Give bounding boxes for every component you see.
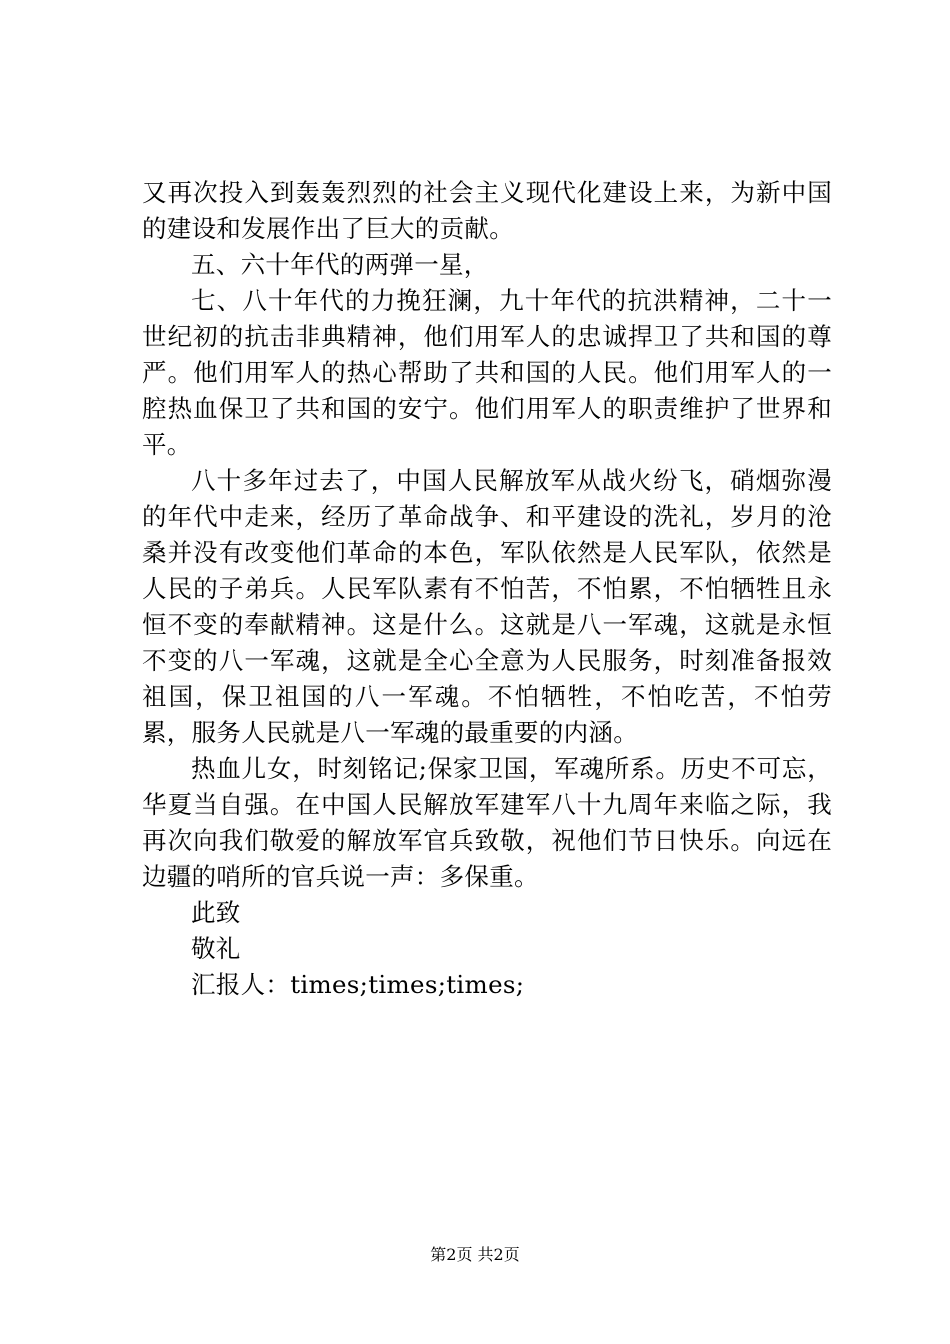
paragraph-eighty-years: 八十多年过去了，中国人民解放军从战火纷飞，硝烟弥漫的年代中走来，经历了革命战争、和平建设的洗礼，岁月的沧桑并没有改变他们革命的本色，军队依然是人民军队，依然是人民的子弟兵。人民军队素有不怕苦，不怕累，不怕牺牲且永恒不变的奉献精神。这是什么。这就是八一军魂，这就是永恒不变的八一军魂，这就是全心全意为人民服务，时刻准备报效祖国，保卫祖国的八一军魂。不怕牺牲，不怕吃苦，不怕劳累，服务人民就是八一军魂的最重要的内涵。 xyxy=(142,466,832,747)
page-number-footer: 第2页 共2页 xyxy=(430,1245,520,1264)
reporter-line: 汇报人：times;times;times; xyxy=(191,970,525,999)
salutation-jingli: 敬礼 xyxy=(191,934,241,963)
document-body xyxy=(142,175,832,1003)
paragraph-eighties-nineties: 七、八十年代的力挽狂澜，九十年代的抗洪精神，二十一世纪初的抗击非典精神，他们用军人的忠诚捍卫了共和国的尊严。他们用军人的热心帮助了共和国的人民。他们用军人的一腔热血保卫了共和国的安宁。他们用军人的职责维护了世界和平。 xyxy=(142,286,832,459)
paragraph-two-bombs: 五、六十年代的两弹一星， xyxy=(191,250,489,279)
paragraph-closing: 热血儿女，时刻铭记;保家卫国，军魂所系。历史不可忘，华夏当自强。在中国人民解放军建军八十九周年来临之际，我再次向我们敬爱的解放军官兵致敬，祝他们节日快乐。向远在边疆的哨所的官兵说一声：多保重。 xyxy=(142,754,832,891)
salutation-cizhi: 此致 xyxy=(191,898,241,927)
paragraph-continuation: 又再次投入到轰轰烈烈的社会主义现代化建设上来，为新中国的建设和发展作出了巨大的贡献。 xyxy=(142,178,832,243)
